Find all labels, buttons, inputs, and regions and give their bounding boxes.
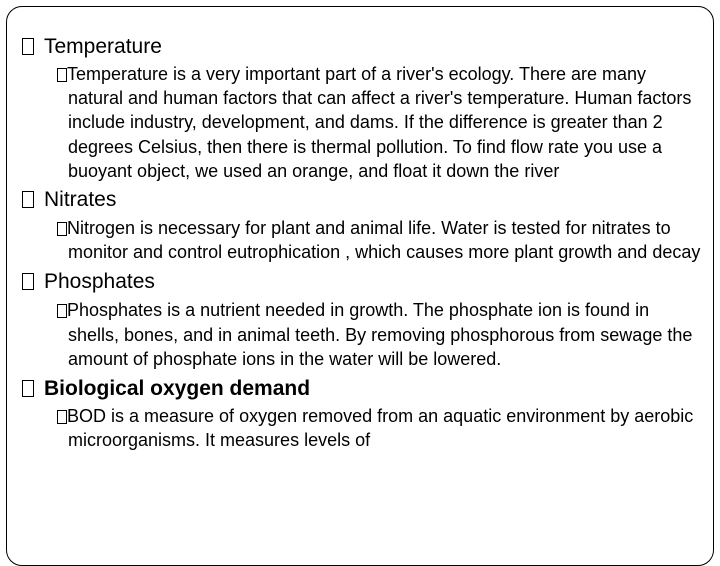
section-heading xyxy=(22,376,712,402)
body-text: Phosphates is a nutrient needed in growth. The phosphate ion is found in shells, bones, and in animal teeth. By removing phosphorous from sewage the amount of phosphate ions in the water will be lowered. xyxy=(67,300,693,369)
section-body xyxy=(22,404,703,452)
section-temperature xyxy=(22,34,712,183)
missing-glyph-box-icon xyxy=(22,38,34,55)
heading-text: Biological oxygen demand xyxy=(44,377,311,401)
slide-content xyxy=(22,34,712,452)
body-text: Nitrogen is necessary for plant and animal life. Water is tested for nitrates to monitor and control eutrophication , which causes more plant growth and decay xyxy=(67,218,701,263)
heading-text: Nitrates xyxy=(44,188,117,212)
body-text: Temperature is a very important part of a river's ecology. There are many natural and human factors that can affect a river's temperature. Human factors include industry, development, and dams. If the difference is greater than 2 degrees Celsius, then there is thermal pollution. To find flow rate you use a buoyant object, we used an orange, and float it down the river xyxy=(67,64,692,181)
missing-glyph-box-icon xyxy=(57,222,67,236)
heading-text: Temperature xyxy=(44,35,162,58)
missing-glyph-box-icon xyxy=(57,304,67,318)
section-body xyxy=(22,298,703,371)
section-phosphates xyxy=(22,269,712,371)
heading-text: Phosphates xyxy=(44,270,155,294)
section-heading xyxy=(22,187,712,213)
body-text: BOD is a measure of oxygen removed from an aquatic environment by aerobic microorganisms. It measures levels of xyxy=(67,406,694,451)
section-body xyxy=(22,216,703,264)
section-body xyxy=(22,62,703,183)
section-nitrates xyxy=(22,187,712,264)
section-biological-oxygen-demand xyxy=(22,376,712,452)
missing-glyph-box-icon xyxy=(22,191,34,208)
missing-glyph-box-icon xyxy=(22,380,34,397)
section-heading xyxy=(22,269,712,295)
missing-glyph-box-icon xyxy=(57,68,67,82)
section-heading xyxy=(22,34,712,60)
missing-glyph-box-icon xyxy=(57,410,67,424)
missing-glyph-box-icon xyxy=(22,273,34,290)
